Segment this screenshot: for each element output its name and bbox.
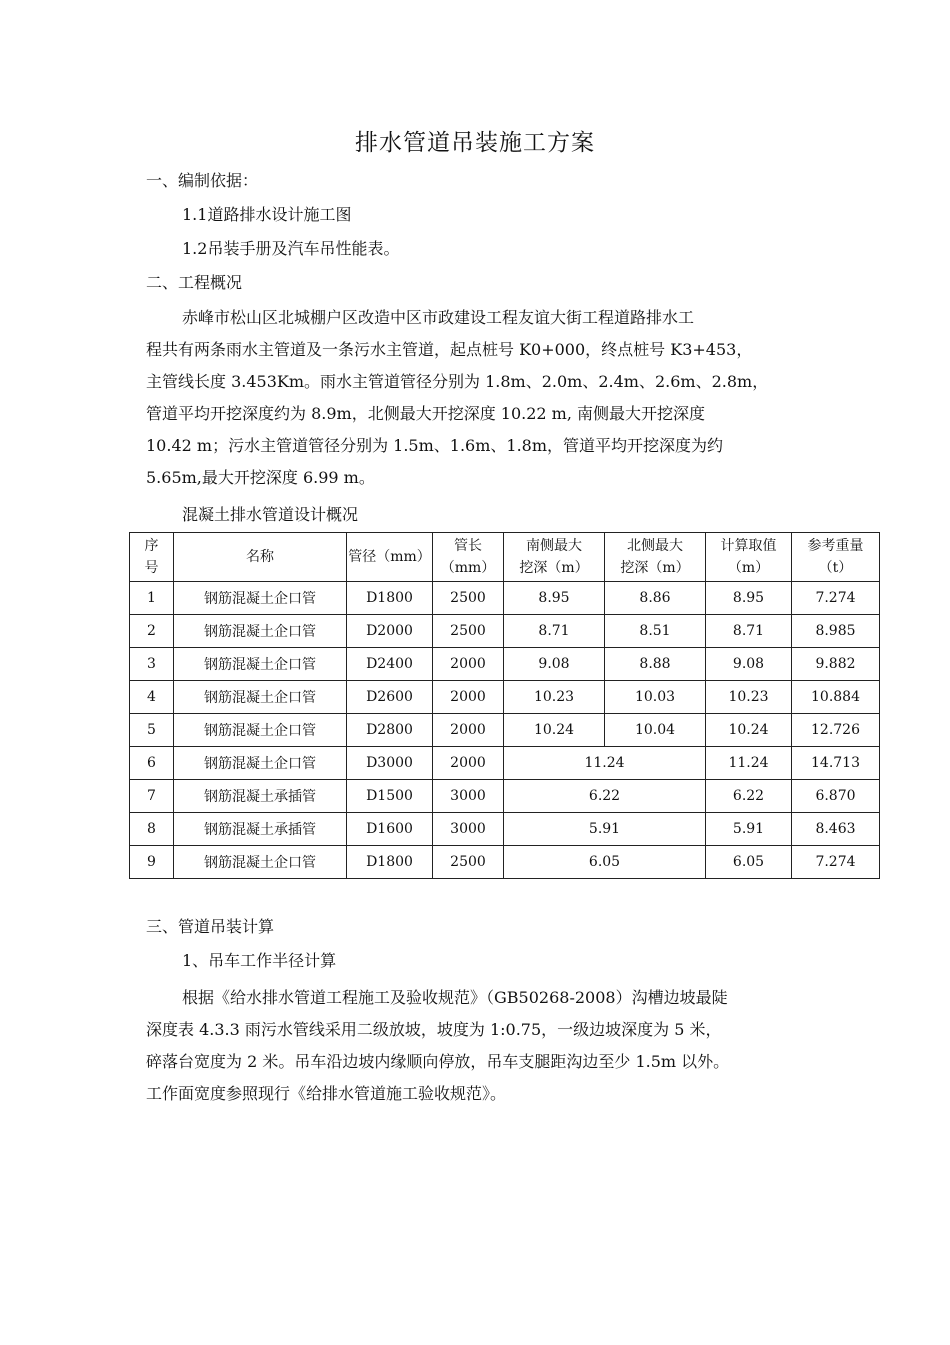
pipe-name: 钢筋混凝土企口管	[174, 714, 347, 747]
row-number: 1	[130, 582, 174, 615]
table-row	[130, 813, 880, 846]
calculated-value: 9.08	[706, 648, 792, 681]
max-depth-merged: 6.22	[504, 780, 706, 813]
north-max-depth: 8.51	[605, 615, 706, 648]
section-1-heading: 一、编制依据：	[146, 171, 259, 190]
calculated-value: 10.23	[706, 681, 792, 714]
south-max-depth: 10.24	[504, 714, 605, 747]
reference-weight: 12.726	[792, 714, 880, 747]
reference-weight: 8.463	[792, 813, 880, 846]
calculated-value: 8.71	[706, 615, 792, 648]
paragraph-line: 碎落台宽度为 2 米。吊车沿边坡内缘顺向停放，吊车支腿距沟边至少 1.5m 以外。	[146, 1052, 730, 1071]
row-number: 2	[130, 615, 174, 648]
table-row	[130, 681, 880, 714]
reference-weight: 9.882	[792, 648, 880, 681]
pipe-spec-table	[129, 532, 880, 879]
table-row	[130, 648, 880, 681]
pipe-diameter: D1600	[347, 813, 433, 846]
table-row	[130, 615, 880, 648]
row-number: 6	[130, 747, 174, 780]
section-2-heading: 二、工程概况	[146, 273, 243, 292]
pipe-length: 3000	[433, 780, 504, 813]
south-max-depth: 8.71	[504, 615, 605, 648]
reference-weight: 7.274	[792, 582, 880, 615]
pipe-length: 3000	[433, 813, 504, 846]
pipe-name: 钢筋混凝土承插管	[174, 813, 347, 846]
header-cell: 南侧最大 挖深（m）	[504, 533, 605, 582]
section-3-heading: 三、管道吊装计算	[146, 917, 275, 936]
paragraph-line: 管道平均开挖深度约为 8.9m，北侧最大开挖深度 10.22 m, 南侧最大开挖深度	[146, 404, 706, 423]
pipe-name: 钢筋混凝土企口管	[174, 582, 347, 615]
pipe-diameter: D2400	[347, 648, 433, 681]
reference-weight: 6.870	[792, 780, 880, 813]
reference-weight: 10.884	[792, 681, 880, 714]
north-max-depth: 10.03	[605, 681, 706, 714]
table-row	[130, 747, 880, 780]
paragraph-line: 工作面宽度参照现行《给排水管道施工验收规范》。	[146, 1084, 507, 1103]
pipe-name: 钢筋混凝土企口管	[174, 747, 347, 780]
table-row	[130, 780, 880, 813]
pipe-diameter: D2000	[347, 615, 433, 648]
header-cell: 序 号	[130, 533, 174, 582]
pipe-diameter: D2600	[347, 681, 433, 714]
calculated-value: 8.95	[706, 582, 792, 615]
calculated-value: 11.24	[706, 747, 792, 780]
paragraph-line: 深度表 4.3.3 雨污水管线采用二级放坡，坡度为 1:0.75，一级边坡深度为 5 米，	[146, 1020, 722, 1039]
pipe-diameter: D2800	[347, 714, 433, 747]
row-number: 8	[130, 813, 174, 846]
calculated-value: 6.22	[706, 780, 792, 813]
section-1-item-1: 1.1道路排水设计施工图	[182, 205, 352, 224]
reference-weight: 8.985	[792, 615, 880, 648]
calculated-value: 6.05	[706, 846, 792, 879]
section-1-item-2: 1.2吊装手册及汽车吊性能表。	[182, 239, 400, 258]
pipe-name: 钢筋混凝土承插管	[174, 780, 347, 813]
paragraph-line: 程共有两条雨水主管道及一条污水主管道，起点桩号 K0+000，终点桩号 K3+453，	[146, 340, 753, 359]
header-cell: 名称	[174, 533, 347, 582]
row-number: 5	[130, 714, 174, 747]
max-depth-merged: 11.24	[504, 747, 706, 780]
table-header-row	[130, 533, 880, 582]
pipe-diameter: D3000	[347, 747, 433, 780]
row-number: 7	[130, 780, 174, 813]
pipe-length: 2000	[433, 648, 504, 681]
pipe-name: 钢筋混凝土企口管	[174, 846, 347, 879]
south-max-depth: 10.23	[504, 681, 605, 714]
paragraph-line: 主管线长度 3.453Km。雨水主管道管径分别为 1.8m、2.0m、2.4m、2.6m、2.8m，	[146, 372, 769, 391]
south-max-depth: 8.95	[504, 582, 605, 615]
pipe-length: 2500	[433, 582, 504, 615]
north-max-depth: 8.86	[605, 582, 706, 615]
pipe-length: 2500	[433, 615, 504, 648]
paragraph-line: 赤峰市松山区北城棚户区改造中区市政建设工程友谊大街工程道路排水工	[182, 308, 695, 327]
document-title: 排水管道吊装施工方案	[355, 130, 595, 156]
pipe-name: 钢筋混凝土企口管	[174, 615, 347, 648]
calculated-value: 10.24	[706, 714, 792, 747]
header-cell: 北侧最大 挖深（m）	[605, 533, 706, 582]
reference-weight: 14.713	[792, 747, 880, 780]
pipe-name: 钢筋混凝土企口管	[174, 681, 347, 714]
paragraph-line: 根据《给水排水管道工程施工及验收规范》（GB50268-2008）沟槽边坡最陡	[182, 988, 728, 1007]
table-caption: 混凝土排水管道设计概况	[182, 505, 359, 524]
calculated-value: 5.91	[706, 813, 792, 846]
pipe-diameter: D1500	[347, 780, 433, 813]
table-row	[130, 846, 880, 879]
table-row	[130, 582, 880, 615]
crane-radius-paragraph	[146, 982, 816, 1110]
project-overview-paragraph	[146, 302, 816, 494]
pipe-length: 2000	[433, 714, 504, 747]
north-max-depth: 8.88	[605, 648, 706, 681]
reference-weight: 7.274	[792, 846, 880, 879]
row-number: 3	[130, 648, 174, 681]
header-cell: 管长 （mm）	[433, 533, 504, 582]
paragraph-line: 10.42 m；污水主管道管径分别为 1.5m、1.6m、1.8m，管道平均开挖深度为约	[146, 436, 724, 455]
pipe-diameter: D1800	[347, 846, 433, 879]
header-cell: 管径（mm）	[347, 533, 433, 582]
header-cell: 计算取值 （m）	[706, 533, 792, 582]
north-max-depth: 10.04	[605, 714, 706, 747]
pipe-length: 2500	[433, 846, 504, 879]
paragraph-line: 5.65m,最大开挖深度 6.99 m。	[146, 468, 375, 487]
table-row	[130, 714, 880, 747]
max-depth-merged: 5.91	[504, 813, 706, 846]
south-max-depth: 9.08	[504, 648, 605, 681]
header-cell: 参考重量 （t）	[792, 533, 880, 582]
pipe-length: 2000	[433, 747, 504, 780]
pipe-diameter: D1800	[347, 582, 433, 615]
section-3-subheading: 1、吊车工作半径计算	[182, 951, 337, 970]
pipe-length: 2000	[433, 681, 504, 714]
max-depth-merged: 6.05	[504, 846, 706, 879]
row-number: 9	[130, 846, 174, 879]
row-number: 4	[130, 681, 174, 714]
pipe-name: 钢筋混凝土企口管	[174, 648, 347, 681]
